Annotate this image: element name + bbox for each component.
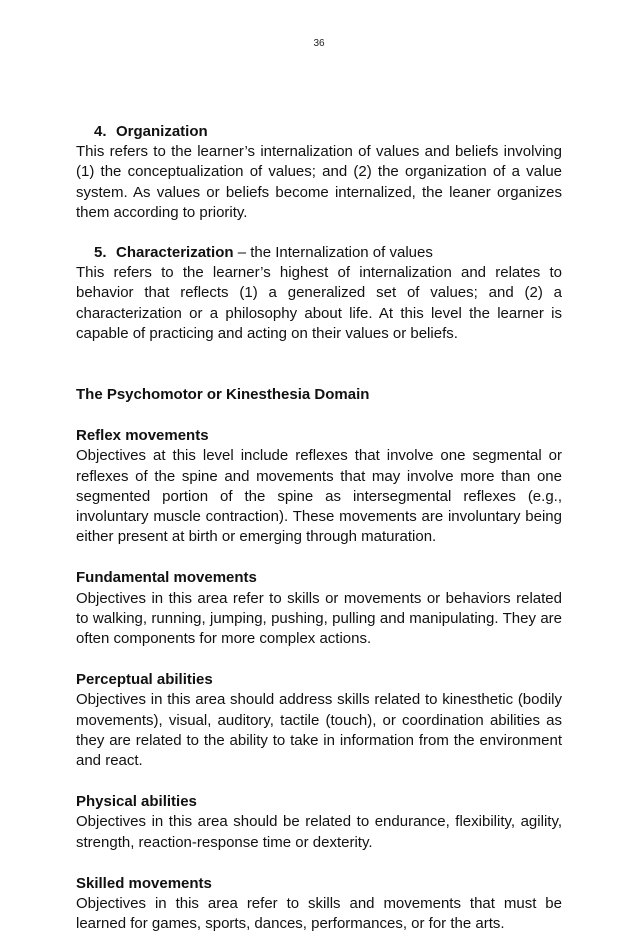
characterization-subtitle: – the Internalization of values xyxy=(233,244,433,262)
organization-number: 4. xyxy=(94,123,107,140)
domain-title: The Psychomotor or Kinesthesia Domain xyxy=(76,386,370,404)
reflex-movements-title: Reflex movements xyxy=(76,427,209,445)
perceptual-abilities-body: Objectives in this area should address skills related to kinesthetic (bodily movements), visual, auditory, tactile (touch), or coordination abilities as they are related to the ability to take in information from the environment and react. xyxy=(76,691,562,770)
page-number: 36 xyxy=(313,38,325,49)
reflex-movements-body: Objectives at this level include reflexes that involve one segmental or reflexes of the spine and movements that may involve more than one segmented portion of the spine as intersegmental reflexes (e.g., involuntary muscle contraction). These movements are involuntary being either present at birth or emerging through maturation. xyxy=(76,447,562,546)
characterization-number: 5. xyxy=(94,244,107,262)
fundamental-movements-title: Fundamental movements xyxy=(76,569,257,587)
characterization-heading xyxy=(76,243,562,263)
skilled-movements-body: Objectives in this area refer to skills and movements that must be learned for games, sports, dances, performances, or for the arts. xyxy=(76,895,562,933)
organization-heading xyxy=(76,122,562,142)
organization-title: Organization xyxy=(116,123,208,140)
page-content xyxy=(76,122,562,935)
physical-abilities-body: Objectives in this area should be related to endurance, flexibility, agility, strength, reaction-response time or dexterity. xyxy=(76,813,562,851)
perceptual-abilities-title: Perceptual abilities xyxy=(76,671,213,689)
skilled-movements-title: Skilled movements xyxy=(76,874,212,892)
physical-abilities-title: Physical abilities xyxy=(76,793,197,811)
fundamental-movements-body: Objectives in this area refer to skills or movements or behaviors related to walking, running, jumping, pushing, pulling and manipulating. They are often components for more complex actions. xyxy=(76,589,562,648)
characterization-body: This refers to the learner’s highest of internalization and relates to behavior that reflects (1) a generalized set of values; and (2) a characterization or a philosophy about life. At this level the learner is capable of practicing and acting on their values or beliefs. xyxy=(76,264,562,342)
organization-body: This refers to the learner’s internalization of values and beliefs involving (1) the conceptualization of values; and (2) the organization of a value system. As values or beliefs become internalized, the leaner organizes them according to priority. xyxy=(76,143,562,221)
characterization-title: Characterization xyxy=(116,244,234,262)
